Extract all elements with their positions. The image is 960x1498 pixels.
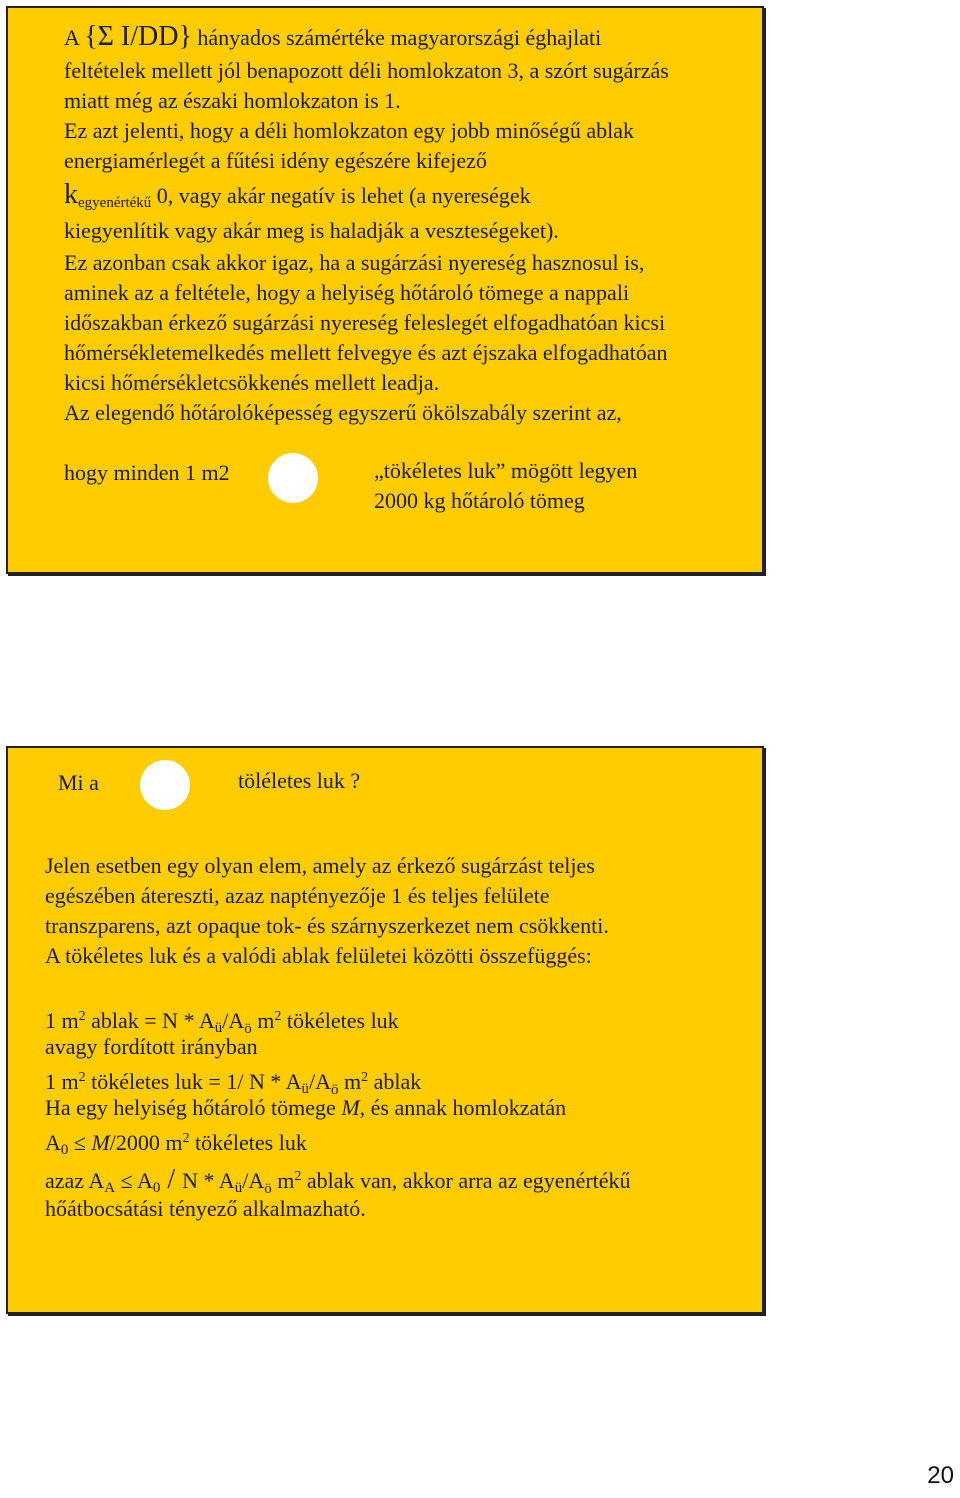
text-line: energiamérlegét a fűtési idény egészére kifejező (64, 148, 487, 173)
slide-bottom (6, 746, 764, 1314)
paragraph-line: transzparens, azt opaque tok- és szárnyszerkezet nem csökkenti. (45, 913, 609, 938)
paragraph-line: A tökéletes luk és a valódi ablak felületei közötti összefüggés: (45, 943, 592, 968)
equation-5: azaz $A_A \le A_0 / N * A_ü/A_ö$ $m^2$ ablak van, akkor arra az egyenértékű (45, 1164, 631, 1197)
text-line: Ez azonban csak akkor igaz, ha a sugárzási nyereség hasznosul is, (64, 250, 645, 275)
perfect-hole-circle (140, 760, 190, 810)
equation-2: 1 $m^2$ tökéletes luk = 1/ N * $A_ü/A_ö$ $m^2$ ablak (45, 1069, 422, 1098)
slide-top (6, 6, 764, 574)
text-line: feltételek mellett jól benapozott déli homlokzaton 3, a szórt sugárzás (64, 58, 669, 83)
question-left: Mi a (58, 770, 99, 795)
text-line: Az elegendő hőtárolóképesség egyszerű ökölszabály szerint az, (64, 400, 622, 425)
page-number: 20 (927, 1462, 954, 1489)
text-line: hőmérsékletemelkedés mellett felvegye és azt éjszaka elfogadhatóan (64, 340, 668, 365)
text-line: kiegyenlítik vagy akár meg is haladják a veszteségeket). (64, 218, 559, 243)
formula-sigma: {Σ I/DD} (84, 21, 192, 52)
k-equivalent-line: $k_{egyenértékű}$ 0, vagy akár negatív is lehet (a nyereségek (64, 179, 531, 211)
question-right: töléletes luk ? (238, 768, 361, 793)
rule-right-text: 2000 kg hőtároló tömeg (374, 488, 585, 513)
paragraph-line: egészében átereszti, azaz naptényezője 1 és teljes felülete (45, 883, 550, 908)
text-line: időszakban érkező sugárzási nyereség feleslegét elfogadhatóan kicsi (64, 310, 666, 335)
text-line: A {Σ I/DD} hányados számértéke magyarországi éghajlati (64, 21, 602, 52)
rule-right-text: „tökéletes luk” mögött legyen (374, 458, 638, 483)
text-line: miatt még az északi homlokzaton is 1. (64, 88, 401, 113)
text-line: kicsi hőmérsékletcsökkenés mellett leadja. (64, 370, 440, 395)
equation-1: 1 $m^2$ ablak = N * $A_ü/A_ö$ $m^2$ tökéletes luk (45, 1008, 399, 1037)
text-line: aminek az a feltétele, hogy a helyiség hőtároló tömege a nappali (64, 280, 630, 305)
paragraph-line: avagy fordított irányban (45, 1034, 258, 1059)
perfect-hole-circle (268, 453, 318, 503)
text-line: Ez azt jelenti, hogy a déli homlokzaton egy jobb minőségű ablak (64, 118, 635, 143)
equation-4: $A_0 \le M/2000$ $m^2$ tökéletes luk (45, 1130, 307, 1158)
paragraph-line: Jelen esetben egy olyan elem, amely az érkező sugárzást teljes (45, 853, 595, 878)
paragraph-line: hőátbocsátási tényező alkalmazható. (45, 1196, 366, 1221)
equation-3: Ha egy helyiség hőtároló tömege M, és annak homlokzatán (45, 1095, 567, 1120)
rule-left-text: hogy minden 1 m2 (64, 460, 230, 485)
